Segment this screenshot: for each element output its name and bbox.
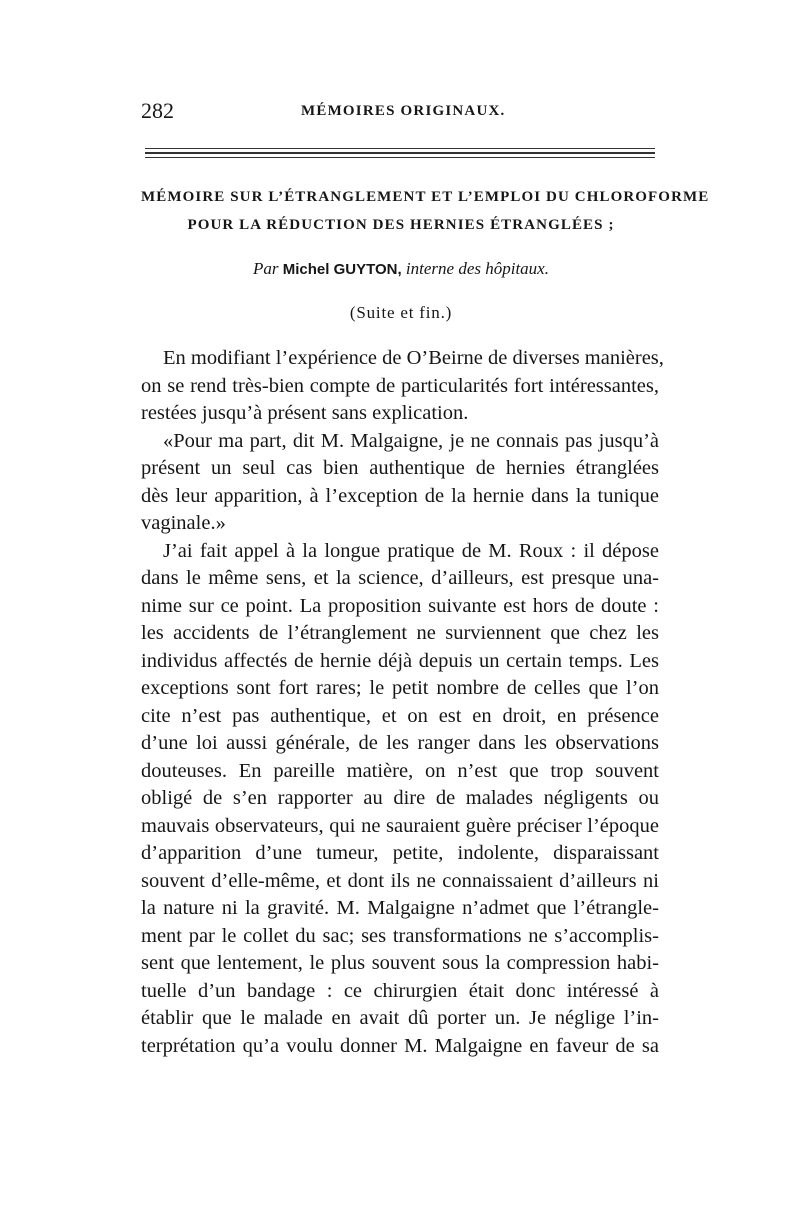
body-line: on se rend très-bien compte de particularités fort intéressantes, (141, 374, 659, 397)
article-title-line-2: POUR LA RÉDUCTION DES HERNIES ÉTRANGLÉES ; (187, 217, 615, 233)
body-line: «Pour ma part, dit M. Malgaigne, je ne connais pas jusqu’à (163, 429, 659, 452)
page-number: 282 (141, 98, 174, 123)
article-title (141, 183, 710, 239)
body-line: établir que le malade en avait dû porter un. Je néglige l’in- (141, 1007, 659, 1029)
byline-par: Par (253, 259, 279, 278)
body-line: les accidents de l’étranglement ne surviennent que chez les (141, 622, 659, 644)
body-line: obligé de s’en rapporter au dire de malades négligents ou (141, 787, 659, 809)
page-header (141, 98, 657, 124)
header-rule-top (145, 148, 655, 149)
author-role: interne des hôpitaux. (405, 259, 549, 278)
article-title-line-1: MÉMOIRE SUR L’ÉTRANGLEMENT ET L’EMPLOI DU CHLOROFORME (141, 189, 710, 205)
body-line: tuelle d’un bandage : ce chirurgien était donc intéressé à (141, 979, 659, 1002)
body-line: vaginale.» (141, 512, 226, 534)
body-text (141, 345, 664, 1060)
body-line: J’ai fait appel à la longue pratique de M. Roux : il dépose (163, 539, 659, 562)
body-line: cite n’est pas authentique, et on est en droit, en présence (141, 704, 659, 727)
body-line: mauvais observateurs, qui ne sauraient guère préciser l’époque (141, 814, 659, 837)
byline (141, 257, 661, 282)
body-line: sent que lentement, le plus souvent sous la compression habi- (141, 952, 659, 974)
body-line: nime sur ce point. La proposition suivante est hors de doute : (141, 594, 659, 617)
body-line: ment par le collet du sac; ses transformations ne s’accomplis- (141, 924, 659, 947)
body-line: En modifiant l’expérience de O’Beirne de diverses manières, (163, 347, 664, 369)
body-line: d’apparition d’une tumeur, petite, indolente, disparaissant (141, 842, 659, 864)
body-line: individus affectés de hernie déjà depuis un certain temps. Les (141, 649, 659, 672)
body-line: d’une loi aussi générale, de les ranger dans les observations (141, 732, 659, 754)
body-line: dans le même sens, et la science, d’ailleurs, est presque una- (141, 567, 659, 589)
author-name: Michel GUYTON, (282, 261, 402, 278)
body-line: dès leur apparition, à l’exception de la hernie dans la tunique (141, 484, 659, 507)
header-rule-bottom (145, 157, 655, 158)
body-line: présent un seul cas bien authentique de hernies étranglées (141, 457, 659, 479)
continuation-note: (Suite et fin.) (349, 303, 453, 322)
body-line: douteuses. En pareille matière, on n’est que trop souvent (141, 759, 659, 782)
body-line: restées jusqu’à présent sans explication. (141, 402, 469, 424)
body-line: exceptions sont fort rares; le petit nombre de celles que l’on (141, 677, 659, 699)
body-line: la nature ni la gravité. M. Malgaigne n’admet que l’étrangle- (141, 897, 659, 919)
running-title: MÉMOIRES ORIGINAUX. (301, 103, 506, 119)
body-line: souvent d’elle-même, et dont ils ne connaissaient d’ailleurs ni (141, 869, 659, 892)
body-line: terprétation qu’a voulu donner M. Malgaigne en faveur de sa (141, 1034, 659, 1057)
header-rule-middle (145, 152, 655, 154)
